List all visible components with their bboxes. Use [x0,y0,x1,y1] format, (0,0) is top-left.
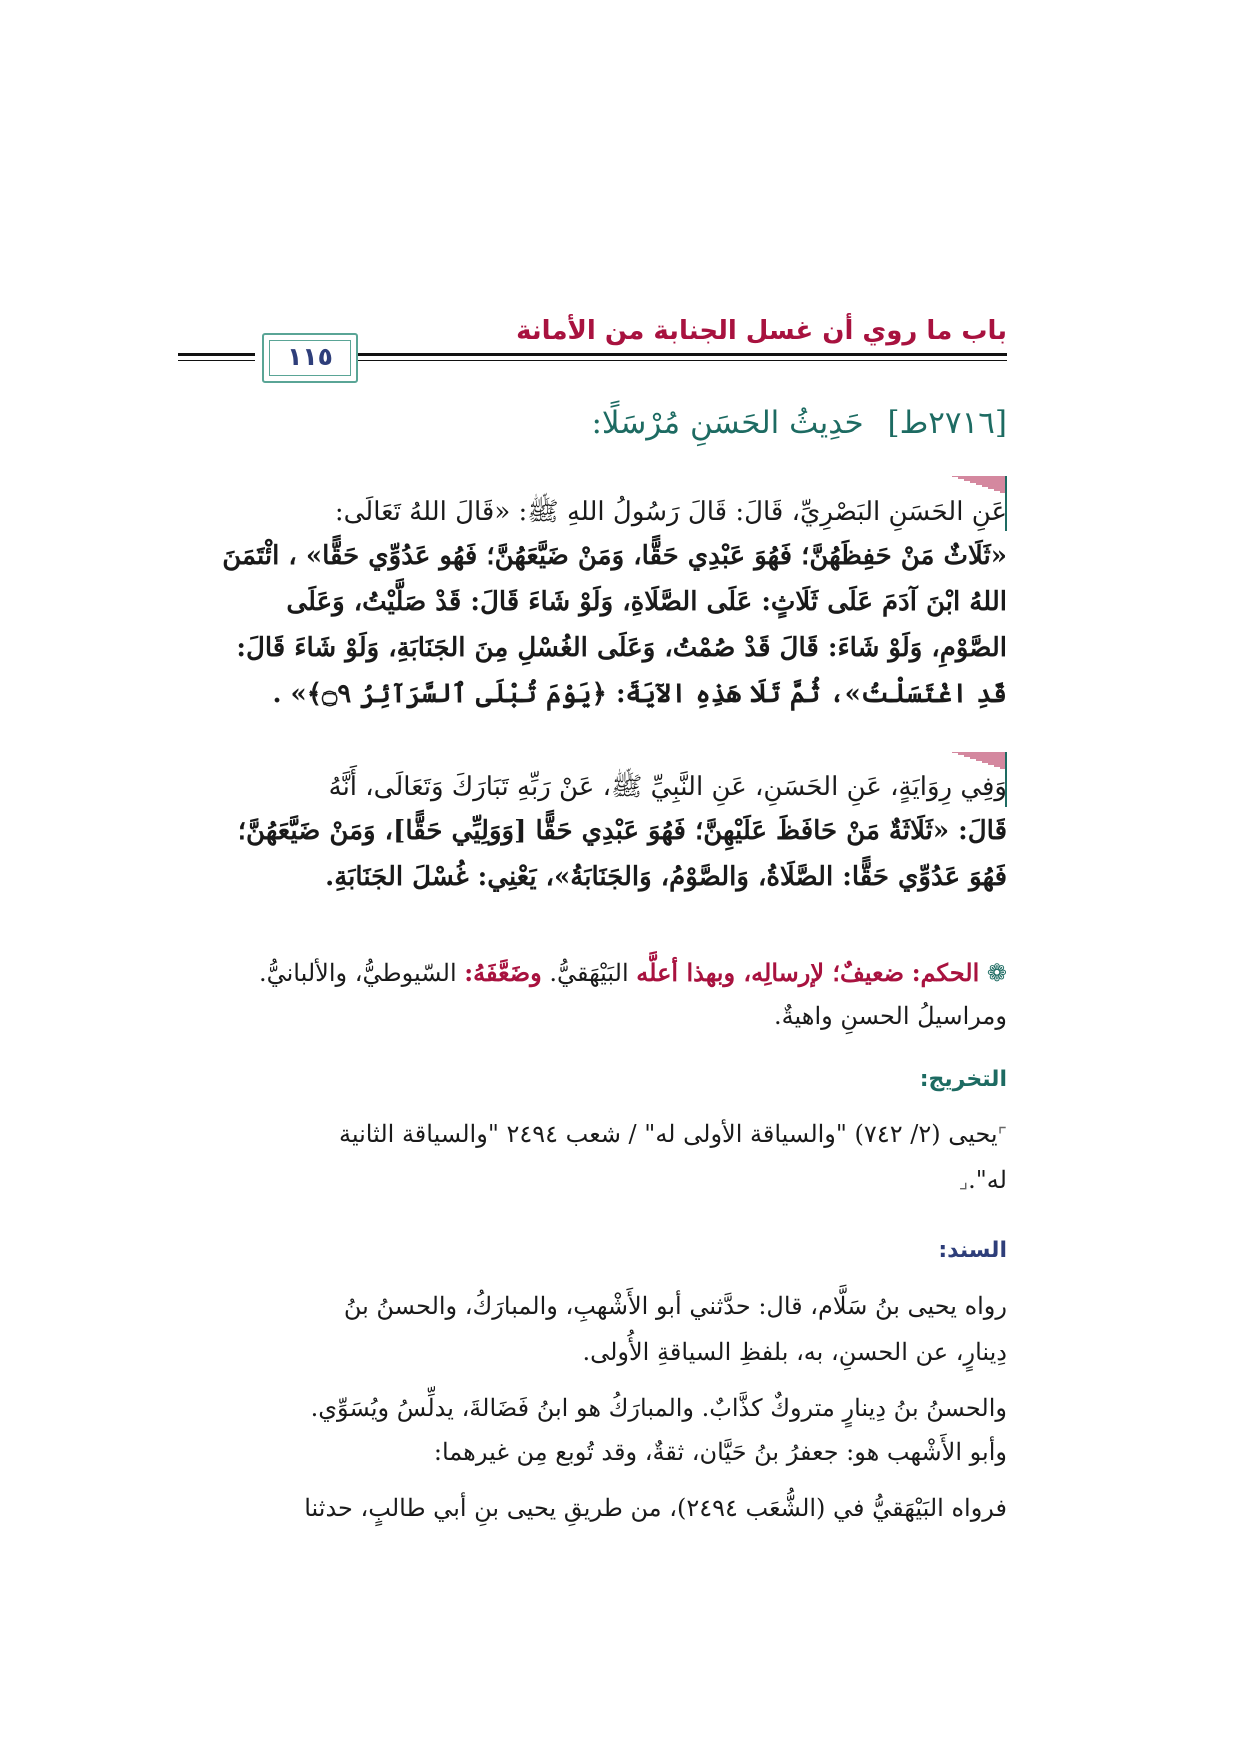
narration-line: الصَّوْمِ، وَلَوْ شَاءَ: قَالَ قَدْ صُمْتُ، وَعَلَى الغُسْلِ مِنَ الجَنَابَةِ، وَلَوْ شَاءَ قَالَ: [236,633,1007,663]
sanad-line: وأبو الأَشْهب هو: جعفرُ بنُ حَيَّان، ثقةٌ، وقد تُوبع مِن غيرهما: [433,1438,1007,1466]
narration-line: «ثَلَاثٌ مَنْ حَفِظَهُنَّ؛ فَهُوَ عَبْدِي حَقًّا، وَمَنْ ضَيَّعَهُنَّ؛ فَهُو عَدُوِّي حَقًّا» ، ائْتَمَنَ [222,541,1007,571]
narration-line: قَالَ: «ثَلَاثَةٌ مَنْ حَافَظَ عَلَيْهِنَّ؛ فَهُوَ عَبْدِي حَقًّا [وَوَلِيِّي حَقًّا]، وَمَنْ ضَيَّعَهُنَّ؛ [237,816,1007,846]
ruling-text: ضعيفٌ؛ لإرسالِه، وبهذا أعلَّه [636,958,905,987]
narration-2 [229,770,1007,920]
sanad-line: رواه يحيى بنُ سَلَّام، قال: حدَّثني أبو الأَشْهبِ، والمبارَكُ، والحسنُ بنُ [343,1292,1007,1320]
ornament-icon: ❁ [986,959,1007,987]
page-number-badge [262,333,358,383]
narration-line: عَنِ الحَسَنِ البَصْرِيِّ، قَالَ: قَالَ رَسُولُ اللهِ ﷺ: «قَالَ اللهُ تَعَالَى: [334,497,1007,527]
page-number: ١١٥ [287,342,333,371]
sanad-line: والحسنُ بنُ دِينارٍ متروكٌ كذَّابٌ. والمبارَكُ هو ابنُ فَضَالةَ، يدلِّسُ ويُسَوِّي. [310,1394,1007,1422]
ruling-label: الحكم: [911,958,980,987]
ruling-line-2: ومراسيلُ الحسنِ واهيةٌ. [774,1002,1007,1030]
sanad-label: السند: [938,1238,1007,1263]
takhrij-label: التخريج: [919,1067,1007,1092]
header-rule-left-thin [178,360,255,361]
ruling-line [229,958,1007,987]
sanad-line: دِينارٍ، عن الحسنِ، به، بلفظِ السياقةِ الأُولى. [582,1338,1007,1366]
hadith-ref: [٢٧١٦ط] [887,405,1007,441]
bracket-close-icon: ⌟ [958,1169,969,1193]
narration-line: اللهُ ابْنَ آدَمَ عَلَى ثَلَاثٍ: عَلَى الصَّلَاةِ، وَلَوْ شَاءَ قَالَ: قَدْ صَلَّيْتُ، وَعَلَى [286,587,1007,617]
takhrij-section [229,1120,1007,1210]
ruling-text-plain: البَيْهَقيُّ. [549,959,629,987]
narration-line: فَهُوَ عَدُوِّي حَقًّا: الصَّلَاةُ، وَالصَّوْمُ، وَالجَنَابَةُ»، يَعْنِي: غُسْلَ الجَنَابَةِ. [325,862,1007,892]
ruling-label-2: وضَعَّفَهُ: [464,958,542,987]
header-rule [262,353,1007,356]
takhrij-line [229,1120,1007,1148]
takhrij-text: يحيى (٢/ ٧٤٢) "والسياقة الأولى له" / شعب ٢٤٩٤ "والسياقة الثانية [338,1120,998,1148]
narration-line: وَفِي رِوَايَةٍ، عَنِ الحَسَنِ، عَنِ النَّبِيِّ ﷺ، عَنْ رَبِّهِ تَبَارَكَ وَتَعَالَى، أَنَّهُ [328,772,1007,802]
header-rule-thin [262,360,1007,361]
narration-line: قَدِ اغْتَسَلْتُ»، ثُمَّ تَلَا هَذِهِ الآيَةَ: ﴿يَوْمَ تُبْلَى ٱلسَّرَآئِرُ ۝٩﴾» . [272,679,1007,709]
hadith-heading [207,405,1007,441]
ruling-text-plain-2: السّيوطيُّ، والألبانيُّ. [258,959,457,987]
bracket-open-icon: ⌜ [997,1123,1007,1147]
sanad-line: فرواه البَيْهَقيُّ في (الشُّعَب ٢٤٩٤)، من طريقِ يحيى بنِ أبي طالبٍ، حدثنا [304,1494,1007,1522]
sanad-section [229,1292,1007,1592]
header-rule-left [178,353,255,356]
chapter-title: باب ما روي أن غسل الجنابة من الأمانة [516,316,1007,346]
narration-1 [222,495,1007,735]
hadith-title: حَدِيثُ الحَسَنِ مُرْسَلًا: [591,405,864,441]
ruling-section [229,958,1007,1048]
takhrij-line-2 [229,1166,1007,1194]
takhrij-text-2: له". [968,1166,1007,1194]
